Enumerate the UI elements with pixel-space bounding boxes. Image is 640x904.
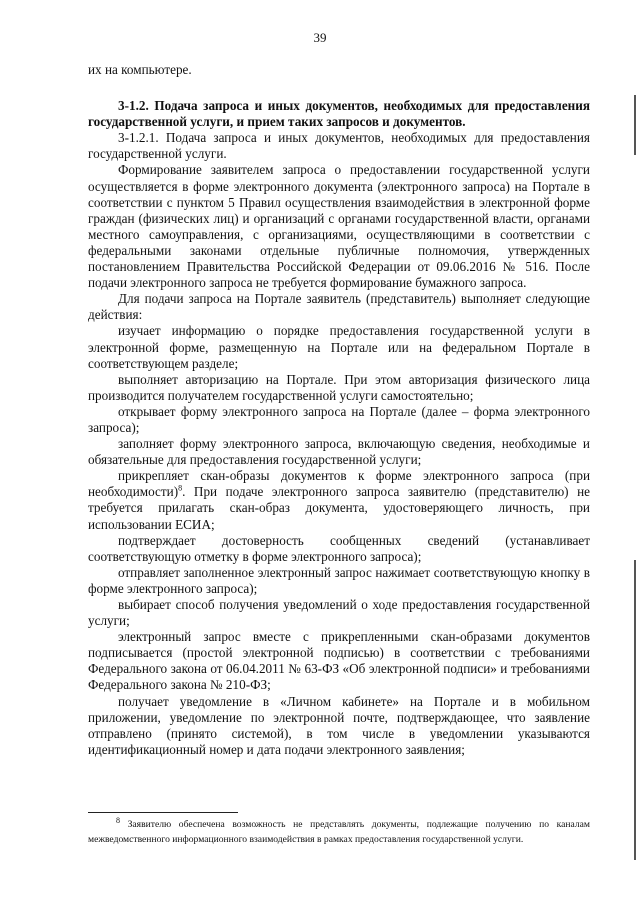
section-heading: 3-1.2. Подача запроса и иных документов, необходимых для предоставления государственной услуги, и прием таких запросов и документов.	[88, 98, 590, 130]
paragraph: Формирование заявителем запроса о предоставлении государственной услуги осуществляется в форме электронного документа (электронного запроса) на Портале в соответствии с пунктом 5 Правил осуществления взаимодействия в электронной форме граждан (физических лиц) и организаций с органами государственной власти, органами местного самоуправления, с организациями, осуществляющими в соответствии с федеральными законами отдельные публичные полномочия, утвержденных постановлением Правительства Российской Федерации от 09.06.2016 № 516. После подачи электронного запроса не требуется формирование бумажного запроса.	[88, 162, 590, 291]
list-item: открывает форму электронного запроса на Портале (далее – форма электронного запроса);	[88, 403, 590, 435]
list-item: электронный запрос вместе с прикрепленными скан-образами документов подписывается (простой электронной подписью) в соответствии с требованиями Федерального закона от 06.04.2011 № 63-ФЗ «Об электронной подписи» и требованиями Федерального закона № 210-ФЗ;	[88, 629, 590, 693]
paragraph: Для подачи запроса на Портале заявитель (представитель) выполняет следующие действия:	[88, 291, 590, 323]
list-item: получает уведомление в «Личном кабинете» на Портале и в мобильном приложении, уведомление по электронной почте, подтверждающее, что заявление отправлено (принято системой), в том числе в уведомлении указываются идентификационный номер и дата подачи электронного заявления;	[88, 693, 590, 757]
scan-edge-mark	[634, 95, 636, 155]
list-item-text-tail: . При подаче электронного запроса заявителю (представителю) не требуется прилагать скан-образ документа, удостоверяющего личность, при использовании ЕСИА;	[88, 484, 590, 532]
footnote-reference[interactable]: 8	[178, 483, 183, 493]
list-item-text: прикрепляет скан-образы документов к форме электронного запроса (при необходимости)	[88, 468, 590, 500]
footnote-marker: 8	[116, 815, 120, 825]
list-item-with-footnote	[88, 468, 590, 532]
footnote-text: Заявителю обеспечена возможность не представлять документы, подлежащие получению по каналам межведомственного информационного взаимодействия в рамках предоставления государственной услуги.	[88, 819, 590, 845]
list-item: отправляет заполненное электронный запрос нажимает соответствующую кнопку в форме электронного запроса);	[88, 564, 590, 596]
paragraph-continuation: их на компьютере.	[88, 62, 192, 77]
list-item: заполняет форму электронного запроса, включающую сведения, необходимые и обязательные для предоставления государственной услуги;	[88, 436, 590, 468]
list-item: выполняет авторизацию на Портале. При этом авторизация физического лица производится получателем государственной услуги самостоятельно;	[88, 371, 590, 403]
scan-edge-mark	[634, 560, 636, 860]
list-item: выбирает способ получения уведомлений о ходе предоставления государственной услуги;	[88, 597, 590, 629]
footnote	[88, 817, 590, 847]
list-item: изучает информацию о порядке предоставления государственной услуги в электронной форме, размещенную на Портале или на федеральном Портале в соответствующем разделе;	[88, 323, 590, 371]
list-item: подтверждает достоверность сообщенных сведений (устанавливает соответствующую отметку в форме электронного запроса);	[88, 532, 590, 564]
footnote-divider	[88, 812, 238, 813]
page-number: 39	[313, 30, 327, 45]
subsection-title: 3-1.2.1. Подача запроса и иных документов, необходимых для предоставления государственной услуги.	[88, 130, 590, 162]
document-body	[88, 62, 590, 758]
